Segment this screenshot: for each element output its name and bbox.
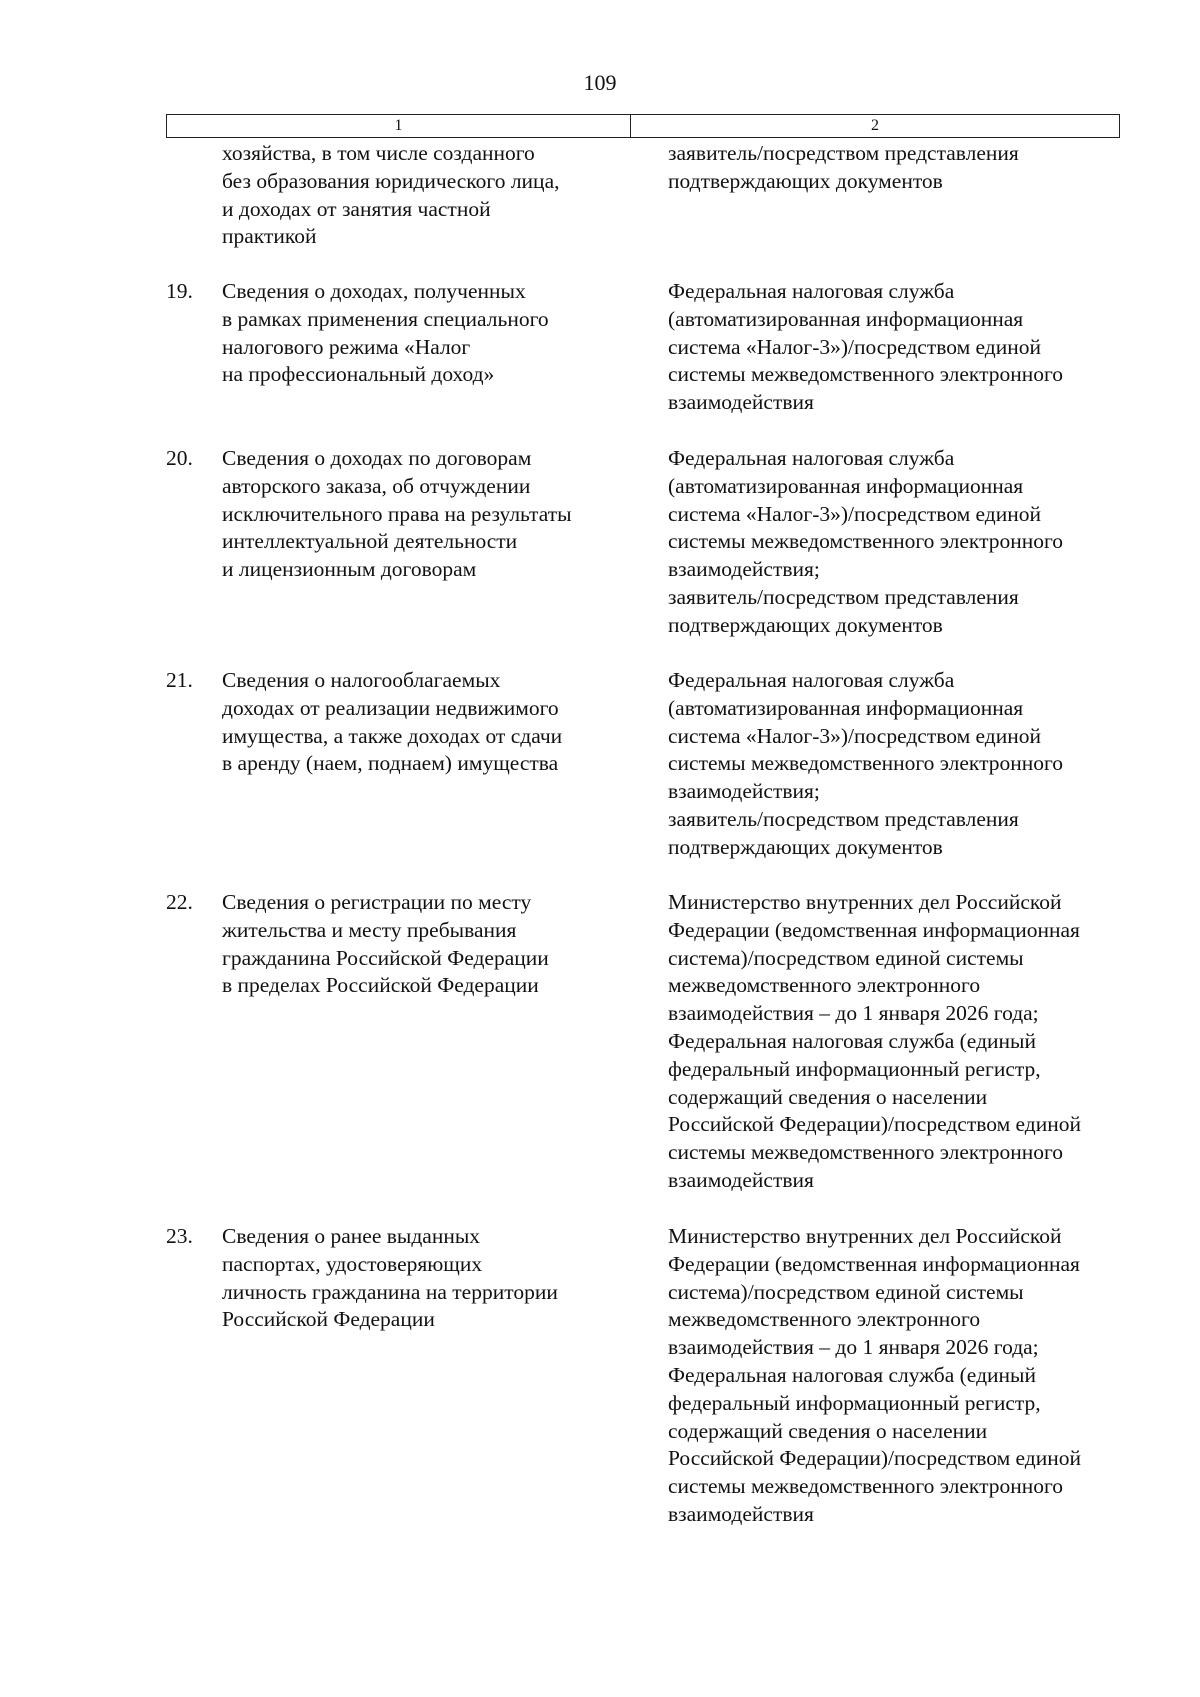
row-number: 21.	[166, 668, 193, 692]
information-source: Федеральная налоговая служба (автоматизированная информационная система «Налог-3»)/посредством единой системы межведомственного электронного взаимодействия; заявитель/посредством представления подтверждающих документов	[668, 668, 1064, 859]
table-row	[0, 1223, 1200, 1557]
table-row	[0, 278, 1200, 445]
table-row	[0, 445, 1200, 667]
row-number: 23.	[166, 1224, 193, 1248]
information-description: Сведения о доходах по договорам авторского заказа, об отчуждении исключительного права на результаты интеллектуальной деятельности и лицензионным договорам	[222, 446, 572, 582]
table-column-header	[166, 114, 1120, 138]
row-number	[166, 140, 222, 278]
information-source: Министерство внутренних дел Российской Федерации (ведомственная информационная система)/посредством единой системы межведомственного электронного взаимодействия – до 1 января 2026 года; Федеральная налоговая служба (единый федеральный информационный регистр, содержащий сведения о населении Российской Федерации)/посредством единой системы межведомственного электронного взаимодействия	[668, 890, 1082, 1192]
row-number: 20.	[166, 446, 193, 470]
column-header-1: 1	[167, 115, 631, 137]
information-description: Сведения о ранее выданных паспортах, удостоверяющих личность гражданина на территории Российской Федерации	[222, 1224, 558, 1332]
information-source: Федеральная налоговая служба (автоматизированная информационная система «Налог-3»)/посредством единой системы межведомственного электронного взаимодействия; заявитель/посредством представления подтверждающих документов	[668, 446, 1064, 637]
table-row	[0, 889, 1200, 1223]
information-source: Министерство внутренних дел Российской Федерации (ведомственная информационная система)/посредством единой системы межведомственного электронного взаимодействия – до 1 января 2026 года; Федеральная налоговая служба (единый федеральный информационный регистр, содержащий сведения о населении Российской Федерации)/посредством единой системы межведомственного электронного взаимодействия	[668, 1224, 1082, 1526]
table-row	[0, 667, 1200, 889]
information-description: Сведения о доходах, полученных в рамках применения специального налогового режима «Налог на профессиональный доход»	[222, 279, 549, 387]
row-number: 19.	[166, 279, 193, 303]
table-row	[0, 140, 1200, 278]
information-description: Сведения о налогооблагаемых доходах от реализации недвижимого имущества, а также доходах от сдачи в аренду (наем, поднаем) имущества	[222, 668, 563, 776]
information-description: хозяйства, в том числе созданного без образования юридического лица, и доходах от занятия частной практикой	[222, 141, 560, 249]
row-number: 22.	[166, 890, 193, 914]
information-description: Сведения о регистрации по месту жительства и месту пребывания гражданина Российской Федерации в пределах Российской Федерации	[222, 890, 549, 998]
information-source: заявитель/посредством представления подтверждающих документов	[668, 141, 1019, 193]
information-source: Федеральная налоговая служба (автоматизированная информационная система «Налог-3»)/посредством единой системы межведомственного электронного взаимодействия	[668, 279, 1064, 415]
table-body	[0, 140, 1200, 1557]
page-number: 109	[583, 70, 617, 95]
column-header-2: 2	[871, 117, 879, 134]
